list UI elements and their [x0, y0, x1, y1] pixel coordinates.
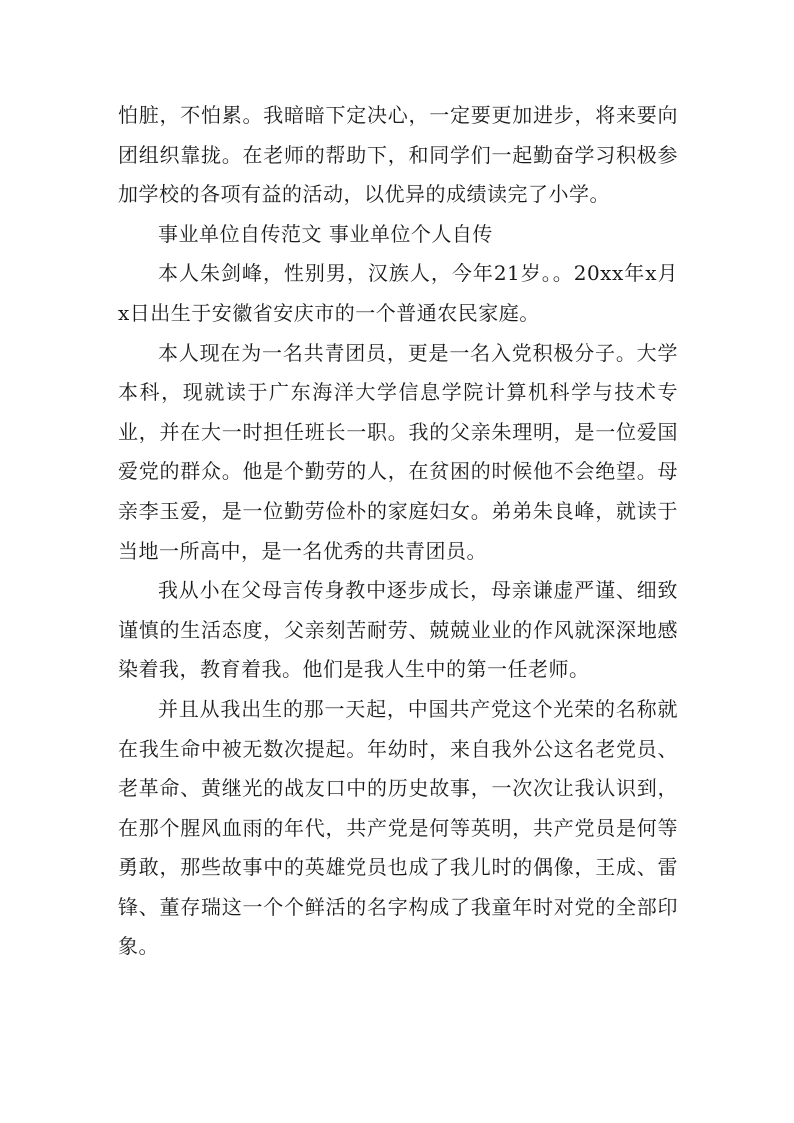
paragraph-3: 本人朱剑峰，性别男，汉族人，今年21岁。。20xx年x月x日出生于安徽省安庆市的一个普通农民家庭。	[118, 261, 678, 325]
document-body	[118, 96, 678, 967]
paragraph-4: 本人现在为一名共青团员，更是一名入党积极分子。大学本科，现就读于广东海洋大学信息学院计算机科学与技术专业，并在大一时担任班长一职。我的父亲朱理明，是一位爱国爱党的群众。他是个勤劳的人，在贫困的时候他不会绝望。母亲李玉爱，是一位勤劳俭朴的家庭妇女。弟弟朱良峰，就读于当地一所高中，是一名优秀的共青团员。	[118, 340, 678, 563]
paragraph-6: 并且从我出生的那一天起，中国共产党这个光荣的名称就在我生命中被无数次提起。年幼时，来自我外公这名老党员、老革命、黄继光的战友口中的历史故事，一次次让我认识到，在那个腥风血雨的年代，共产党是何等英明，共产党员是何等勇敢，那些故事中的英雄党员也成了我儿时的偶像，王成、雷锋、董存瑞这一个个鲜活的名字构成了我童年时对党的全部印象。	[118, 696, 678, 959]
paragraph-1: 怕脏，不怕累。我暗暗下定决心，一定要更加进步，将来要向团组织靠拢。在老师的帮助下，和同学们一起勤奋学习积极参加学校的各项有益的活动，以优异的成绩读完了小学。	[118, 103, 678, 207]
paragraph-5: 我从小在父母言传身教中逐步成长，母亲谦虚严谨、细致谨慎的生活态度，父亲刻苦耐劳、兢兢业业的作风就深深地感染着我，教育着我。他们是我人生中的第一任老师。	[118, 578, 678, 682]
paragraph-heading: 事业单位自传范文 事业单位个人自传	[158, 221, 493, 246]
